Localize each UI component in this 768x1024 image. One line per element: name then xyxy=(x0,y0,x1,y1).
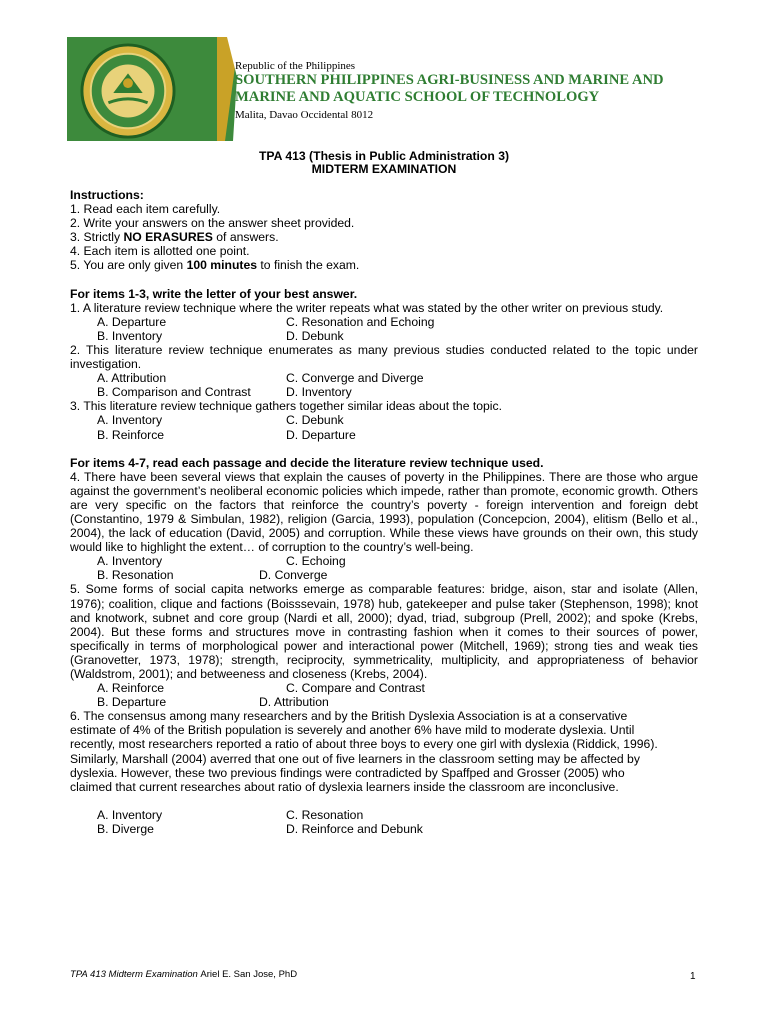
option-d: D. Inventory xyxy=(286,385,352,400)
question-6-line: claimed that current researches about ratio of dyslexia learners inside the classroom are inconclusive. xyxy=(70,779,619,794)
instruction-2: 2. Write your answers on the answer sheet provided. xyxy=(70,216,355,231)
question-3-options-row-2 xyxy=(70,428,698,442)
page-footer xyxy=(70,968,297,982)
instruction-3-bold: NO ERASURES xyxy=(123,230,213,245)
footer-course-label: TPA 413 Midterm Examination xyxy=(70,969,198,980)
question-3: 3. This literature review technique gathers together similar ideas about the topic. xyxy=(70,399,502,414)
part-2-heading: For items 4-7, read each passage and decide the literature review technique used. xyxy=(70,455,544,470)
instruction-5 xyxy=(70,258,698,272)
question-6-line: estimate of 4% of the British population is severely and another 6% have mild to moderate dyslexia. Until xyxy=(70,723,635,738)
question-6-options-row-2 xyxy=(70,822,698,836)
school-name-line-1: SOUTHERN PHILIPPINES AGRI-BUSINESS AND MARINE AND xyxy=(235,72,664,88)
instruction-3-pre: 3. Strictly xyxy=(70,230,124,245)
republic-label: Republic of the Philippines xyxy=(235,60,356,72)
question-1-options-row-1 xyxy=(70,315,698,329)
footer-author: Ariel E. San Jose, PhD xyxy=(200,969,298,980)
option-c: C. Resonation and Echoing xyxy=(286,314,435,329)
option-d: D. Converge xyxy=(259,568,328,583)
option-c: C. Debunk xyxy=(286,413,344,428)
option-d: D. Debunk xyxy=(286,328,344,343)
option-c: C. Resonation xyxy=(286,807,364,822)
option-a: A. Departure xyxy=(97,314,167,329)
exam-content xyxy=(70,188,698,836)
instruction-5-bold: 100 minutes xyxy=(186,258,258,273)
option-c: C. Converge and Diverge xyxy=(286,371,424,386)
option-b: B. Inventory xyxy=(97,328,163,343)
option-b: B. Resonation xyxy=(97,568,174,583)
question-5-options-row-2 xyxy=(70,695,698,709)
option-b: B. Departure xyxy=(97,695,167,710)
option-a: A. Inventory xyxy=(97,807,163,822)
option-a: A. Inventory xyxy=(97,554,163,569)
school-name-line-2: MARINE AND AQUATIC SCHOOL OF TECHNOLOGY xyxy=(235,88,600,105)
option-b: B. Comparison and Contrast xyxy=(97,385,251,400)
question-6-options-row-1 xyxy=(70,808,698,822)
question-2: 2. This literature review technique enumerates as many previous studies conducted related to the topic under investigation. xyxy=(70,342,698,372)
question-6-line: dyslexia. However, these two previous findings were contradicted by Spaffped and Grosser (2005) who xyxy=(70,765,625,780)
course-title: TPA 413 (Thesis in Public Administration 3) xyxy=(258,149,510,163)
question-1-options-row-2 xyxy=(70,329,698,343)
instruction-5-post: to finish the exam. xyxy=(257,258,360,273)
question-4-options-row-2 xyxy=(70,568,698,582)
question-2-options-row-2 xyxy=(70,385,698,399)
option-a: A. Inventory xyxy=(97,413,163,428)
instruction-4: 4. Each item is allotted one point. xyxy=(70,244,250,259)
question-5: 5. Some forms of social capita networks emerge as comparable features: bridge, aison, star and isolate (Allen, 1976); coalition, clique and factions (Boisssevain, 1978) hub, gatekeeper and pulse taker (Stephenson, 1998); knot and knotwork, subnet and core group (Nardi et all, 2000); dyad, triad, subgroup (Prell, 2002); and spoke (Krebs, 2004). But these forms and structures move in contrasting fashion when it comes to their sources of power, specifically in terms of morphological power and interactional power (Mitchell, 1969); strong ties and weak ties (Granovetter, 1973, 1978); strength, reciprocity, symmetricality, multiplicity, and appropriateness of behavior (Waldstrom, 2001); and betweeness and closeness (Krebs, 2004). xyxy=(70,582,698,681)
page-number: 1 xyxy=(690,971,696,982)
question-2-options-row-1 xyxy=(70,371,698,385)
option-c: C. Compare and Contrast xyxy=(286,681,425,696)
instruction-3 xyxy=(70,230,698,244)
option-d: D. Attribution xyxy=(259,695,329,710)
option-d: D. Reinforce and Debunk xyxy=(286,821,423,836)
school-name xyxy=(235,72,675,105)
question-3-options-row-1 xyxy=(70,413,698,427)
option-b: B. Diverge xyxy=(97,821,154,836)
question-4-options-row-1 xyxy=(70,554,698,568)
option-b: B. Reinforce xyxy=(97,427,165,442)
option-a: A. Reinforce xyxy=(97,681,165,696)
instruction-3-post: of answers. xyxy=(212,230,279,245)
exam-title: MIDTERM EXAMINATION xyxy=(311,162,457,176)
option-c: C. Echoing xyxy=(286,554,346,569)
instruction-1: 1. Read each item carefully. xyxy=(70,202,221,217)
question-5-options-row-1 xyxy=(70,681,698,695)
school-seal-logo xyxy=(79,42,177,140)
question-6-line: 6. The consensus among many researchers and by the British Dyslexia Association is at a conservative xyxy=(70,709,628,724)
question-6-line: Similarly, Marshall (2004) averred that one out of five learners in the classroom setting may be affected by xyxy=(70,751,640,766)
question-4: 4. There have been several views that explain the causes of poverty in the Philippines. There are those who argue against the government’s neoliberal economic policies which impede, rather than promote, economic growth. Others are very specific on the factors that reinforce the country’s poverty - foreign intervention and foreign debt (Constantino, 1979 & Simbulan, 1982), religion (Garcia, 1993), population (Concepcion, 2004), elitism (Bello et al., 2004), the lack of education (David, 2005) and corruption. While these views have grounds on their own, this study would like to highlight the extent… of corruption to the country’s well-being. xyxy=(70,469,698,555)
question-6 xyxy=(70,709,698,794)
school-address: Malita, Davao Occidental 8012 xyxy=(235,109,374,121)
option-d: D. Departure xyxy=(286,427,356,442)
part-1-heading: For items 1-3, write the letter of your best answer. xyxy=(70,286,358,301)
instructions-heading: Instructions: xyxy=(70,188,144,202)
option-a: A. Attribution xyxy=(97,371,167,386)
question-1: 1. A literature review technique where the writer repeats what was stated by the other writer on previous study. xyxy=(70,300,664,315)
instruction-5-pre: 5. You are only given xyxy=(70,258,187,273)
question-6-line: recently, most researchers reported a ratio of about three boys to every one girl with dyslexia (Riddick, 1996). xyxy=(70,737,658,752)
